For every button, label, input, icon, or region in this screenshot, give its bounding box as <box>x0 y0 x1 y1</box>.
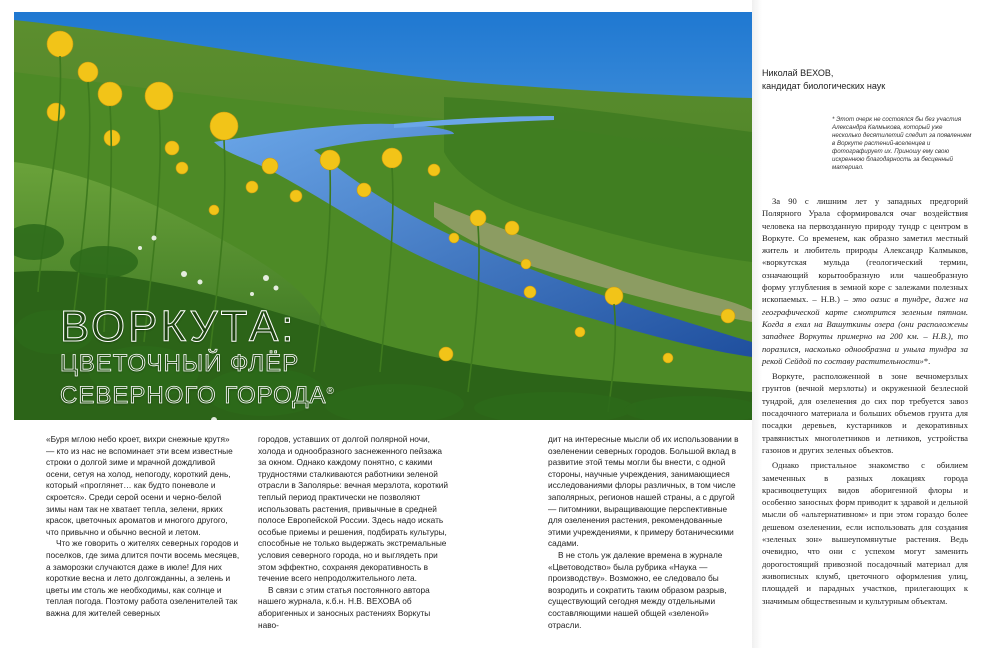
intro-paragraph-4: В связи с этим статья постоянного автора нашего журнала, к.б.н. Н.В. ВЕХОВА об аборигенных и заносных растениях Воркуты наво- <box>258 584 431 630</box>
article-subtitle-line1: ЦВЕТОЧНЫЙ ФЛЁР <box>60 350 300 377</box>
intro-paragraph-2: Что же говорить о жителях северных городов и поселков, где зима длится почти восемь месяцев, а заморозки случаются даже в июле! Для них короткие весна и лето долгожданны, а зелень и цветы им столь же необходимы, как солнце и теплая погода. Поэтому работа озеленителей так важна для жителей северных <box>46 538 240 618</box>
registered-mark: ® <box>326 386 335 397</box>
right-paragraph-2: Воркуте, расположенной в зоне вечномерзлых грунтов (вечной мерзлоты) и окруженной безлесной тундрой, для озеленения до сих пор требуется завоз посадочного материала и больших объемов грунта для посадки деревьев, кустарников и декоративных травянистых многолетников и летников, устройства газонов и других зеленых объектов. <box>762 371 968 455</box>
intro-column-1 <box>46 434 240 620</box>
right-text-column <box>762 195 968 607</box>
hero-photo <box>14 12 752 420</box>
intro-paragraph-3: городов, уставших от долгой полярной ночи, холода и однообразного заснеженного пейзажа за окном. Однако каждому понятно, с какими трудностями сталкиваются работники зеленой отрасли в Заполярье: вечная мерзлота, короткий теплый период практически не позволяют использовать растения, привычные в средней полосе Европейской России. Здесь надо искать особые приемы и решения, подбирать культуры, способные не только выдержать экстремальные условия северного города, но и выглядеть при этом эффектно, сохраняя декоративность в течение всего непродолжительного лета. <box>258 434 449 584</box>
author-name: Николай ВЕХОВ, <box>762 68 834 78</box>
article-title: ВОРКУТА: <box>60 302 297 351</box>
page-gutter <box>752 0 762 648</box>
intro-column-3 <box>548 434 742 631</box>
right-paragraph-3: Однако пристальное знакомство с обилием замеченных в разных локациях города красивоцветущих видов аборигенной флоры и особенно заносных форм приводит к здравой и дельной мысли об «альтернативном» и при этом гораздо более дешевом озеленении, если использовать для создания «зеленых зон» вышеупомянутые растения. Ведь очевидно, что они с успехом могут заменить дорогостоящий привозной посадочный материал для живописных клумб, цветочного оформления улиц, площадей и парадных участков, прилегающих к значимым общественным и культурным объектам. <box>762 460 968 606</box>
article-subtitle-line2: СЕВЕРНОГО ГОРОДА® <box>60 382 335 409</box>
author-byline <box>762 67 962 93</box>
footnote: * Этот очерк не состоялся бы без участия Александра Калмыкова, который уже несколько десятилетий следит за появлением в Воркуте растений-вселенцев и фотографирует их. Приношу ему свою искреннюю благодарность за бесценный материал. <box>832 116 972 171</box>
intro-paragraph-1: «Буря мглою небо кроет, вихри снежные крутя» — кто из нас не вспоминает эти всем известные строки о долгой зиме и мрачной дождливой осени, сетуя на холод, непогоду, короткий день, который «проглянет… как будто поневоле и скроется». Среди серой осени и черно-белой зимы нам так не хватает тепла, зелени, ярких красок, цветочных ароматов и многого другого, что привычно и обычно весной и летом. <box>46 434 233 537</box>
intro-paragraph-6: В не столь уж далекие времена в журнале «Цветоводство» была рубрика «Наука — производству». Возможно, ее следовало бы возродить и сократить таким образом разрыв, существующий сегодня между отдельными составляющими нашей общей «зеленой» отрасли. <box>548 549 727 630</box>
author-degree: кандидат биологических наук <box>762 81 886 91</box>
right-paragraph-1: За 90 с лишним лет у западных предгорий Полярного Урала сформировался очаг воздействия человека на первозданную природу тундр с центром в Воркуте. Со временем, как образно заметил местный житель и любитель природы Александр Калмыков, «воркутская мульда (геологический термин, означающий корытообразную или чашеобразную форму углубления в земной коре с залежами полезных ископаемых. – Н.В.) – это оазис в тундре, даже на географической карте смотрится зеленым пятном. Когда я ехал на Вашуткины озера (они расположены западнее Воркуты примерно на 200 км. – Н.В.), то поразился, насколько однообразна и уныла тундра за рекой Сейдой по составу растительности»*. <box>762 196 968 366</box>
article-title-block <box>60 304 335 410</box>
intro-column-2 <box>258 434 452 631</box>
intro-paragraph-5: дит на интересные мысли об их использовании в озеленении северных городов. Большой вклад в развитие этой темы могли бы внести, с одной стороны, научные учреждения, занимающиеся исследованиями флоры различных, в том числе заполярных, регионов нашей страны, а с другой — питомники, выращивающие перспективные для озеленения растения, рекомендованные этими учреждениями, к примеру ботаническими садами. <box>548 434 739 549</box>
